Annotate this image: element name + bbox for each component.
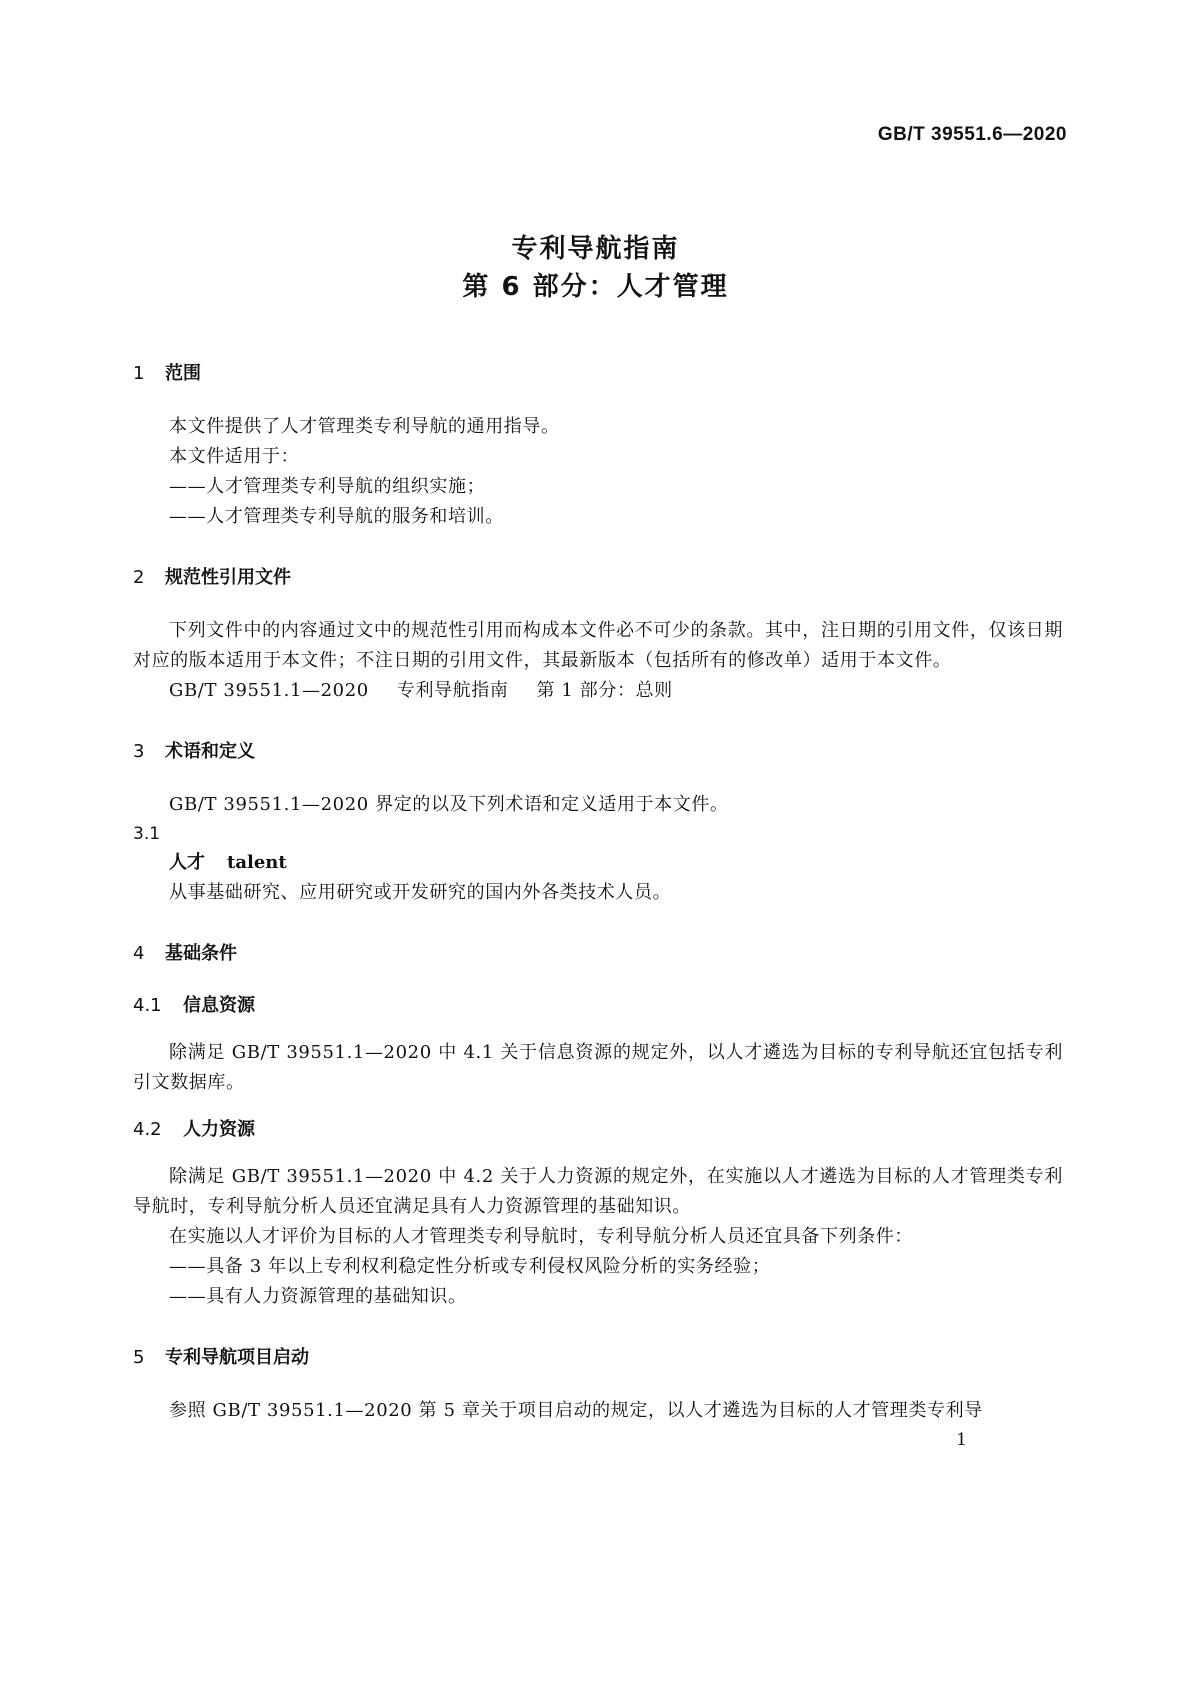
paragraph: 在实施以人才评价为目标的人才管理类专利导航时，专利导航分析人员还宜具备下列条件： bbox=[169, 1226, 913, 1247]
section-number: 1 bbox=[133, 363, 145, 384]
title-line-2: 第 6 部分：人才管理 bbox=[462, 272, 729, 302]
section-number: 4 bbox=[133, 943, 145, 964]
paragraph: 下列文件中的内容通过文中的规范性引用而构成本文件必不可少的条款。其中，注日期的引用文件，仅该日期对应的版本适用于本文件；不注日期的引用文件，其最新版本（包括所有的修改单）适用于本文件。 bbox=[133, 620, 1063, 671]
term-chinese: 人才 bbox=[169, 852, 205, 873]
subsection-title: 信息资源 bbox=[183, 995, 255, 1016]
section-number: 3 bbox=[133, 741, 145, 762]
paragraph: 本文件提供了人才管理类专利导航的通用指导。 bbox=[169, 416, 560, 437]
title-line-1: 专利导航指南 bbox=[511, 234, 680, 264]
term-definition: 从事基础研究、应用研究或开发研究的国内外各类技术人员。 bbox=[169, 882, 672, 903]
list-item: ——具有人力资源管理的基础知识。 bbox=[169, 1286, 467, 1307]
term-number: 3.1 bbox=[133, 824, 161, 844]
section-5-heading bbox=[133, 1344, 1063, 1372]
section-title: 基础条件 bbox=[165, 943, 237, 964]
subsection-number: 4.1 bbox=[133, 995, 162, 1016]
term-english: talent bbox=[227, 852, 287, 873]
section-number: 5 bbox=[133, 1347, 145, 1368]
reference-code: GB/T 39551.1—2020 bbox=[169, 680, 369, 701]
paragraph: 本文件适用于： bbox=[169, 446, 300, 467]
standard-code: GB/T 39551.6—2020 bbox=[877, 124, 1067, 145]
paragraph: 除满足 GB/T 39551.1—2020 中 4.1 关于信息资源的规定外，以人才遴选为目标的专利导航还宜包括专利引文数据库。 bbox=[133, 1042, 1063, 1093]
normative-reference bbox=[133, 676, 1063, 706]
section-4-heading bbox=[133, 940, 1063, 968]
term-entry bbox=[133, 848, 1063, 878]
section-3-heading bbox=[133, 738, 1063, 766]
subsection-4-2-heading bbox=[133, 1116, 1063, 1144]
document-body bbox=[133, 360, 1063, 1426]
reference-part: 第 1 部分：总则 bbox=[536, 680, 673, 701]
list-item: ——人才管理类专利导航的组织实施； bbox=[169, 476, 486, 497]
paragraph: 参照 GB/T 39551.1—2020 第 5 章关于项目启动的规定，以人才遴选为目标的人才管理类专利导 bbox=[169, 1400, 983, 1421]
section-title: 术语和定义 bbox=[165, 741, 255, 762]
section-title: 范围 bbox=[165, 363, 201, 384]
document-title bbox=[0, 230, 1191, 306]
reference-title: 专利导航指南 bbox=[396, 680, 509, 701]
list-item: ——具备 3 年以上专利权利稳定性分析或专利侵权风险分析的实务经验； bbox=[169, 1256, 771, 1277]
section-title: 规范性引用文件 bbox=[165, 567, 291, 588]
paragraph: GB/T 39551.1—2020 界定的以及下列术语和定义适用于本文件。 bbox=[169, 794, 729, 815]
list-item: ——人才管理类专利导航的服务和培训。 bbox=[169, 506, 504, 527]
subsection-number: 4.2 bbox=[133, 1119, 162, 1140]
section-title: 专利导航项目启动 bbox=[165, 1347, 309, 1368]
section-1-heading bbox=[133, 360, 1063, 388]
page-number: 1 bbox=[956, 1430, 967, 1450]
subsection-4-1-heading bbox=[133, 992, 1063, 1020]
section-number: 2 bbox=[133, 567, 145, 588]
paragraph: 除满足 GB/T 39551.1—2020 中 4.2 关于人力资源的规定外，在实施以人才遴选为目标的人才管理类专利导航时，专利导航分析人员还宜满足具有人力资源管理的基础知识。 bbox=[133, 1166, 1063, 1217]
section-2-heading bbox=[133, 564, 1063, 592]
subsection-title: 人力资源 bbox=[183, 1119, 255, 1140]
